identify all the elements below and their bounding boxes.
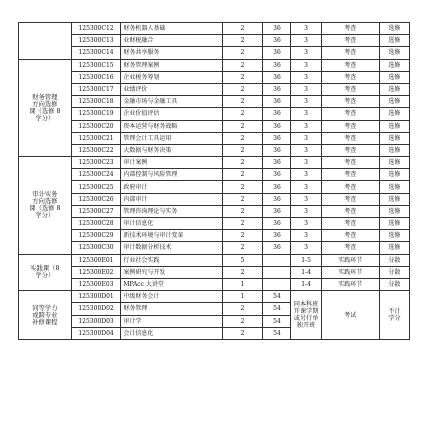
course-type: 选修 bbox=[379, 144, 409, 156]
course-assessment: 考查 bbox=[321, 157, 379, 169]
table-row bbox=[19, 59, 410, 71]
text-line: 开课学期 bbox=[293, 308, 319, 315]
course-hours: 54 bbox=[263, 327, 291, 339]
course-assessment: 考试 bbox=[321, 291, 379, 340]
course-assessment: 考查 bbox=[321, 108, 379, 120]
course-name: 财务机器人基础 bbox=[121, 23, 222, 35]
course-table-body bbox=[19, 23, 410, 340]
course-hours: 54 bbox=[263, 315, 291, 327]
course-semester: 3 bbox=[291, 108, 321, 120]
course-semester: 3 bbox=[291, 181, 321, 193]
course-credits: 2 bbox=[222, 157, 263, 169]
course-credits: 2 bbox=[222, 327, 263, 339]
group-label-cell bbox=[19, 254, 72, 291]
table-row bbox=[19, 71, 410, 83]
course-name: 企业价值评估 bbox=[121, 108, 222, 120]
course-assessment: 考查 bbox=[321, 120, 379, 132]
course-code: 125300C26 bbox=[71, 193, 121, 205]
course-code: 125300E03 bbox=[71, 278, 121, 290]
table-row bbox=[19, 23, 410, 35]
course-type: 选修 bbox=[379, 96, 409, 108]
course-assessment: 实践环节 bbox=[321, 278, 379, 290]
course-assessment: 考查 bbox=[321, 83, 379, 95]
course-name: 大数据与财务决策 bbox=[121, 144, 222, 156]
course-code: 125300D03 bbox=[71, 315, 121, 327]
course-semester: 3 bbox=[291, 169, 321, 181]
table-row bbox=[19, 108, 410, 120]
course-assessment: 考查 bbox=[321, 218, 379, 230]
course-hours: 36 bbox=[263, 169, 291, 181]
text-line: 或跨专业 bbox=[32, 311, 58, 319]
course-credits: 2 bbox=[222, 303, 263, 315]
course-credits: 2 bbox=[222, 47, 263, 59]
course-credits: 2 bbox=[222, 132, 263, 144]
course-credits: 2 bbox=[222, 193, 263, 205]
course-hours: 36 bbox=[263, 181, 291, 193]
course-code: 125300C12 bbox=[71, 23, 121, 35]
course-name: 管理咨询理论与实务 bbox=[121, 205, 222, 217]
course-credits: 2 bbox=[222, 315, 263, 327]
course-type: 选修 bbox=[379, 230, 409, 242]
course-name: 会计信息化 bbox=[121, 327, 222, 339]
course-code: 125300C20 bbox=[71, 120, 121, 132]
course-hours: 36 bbox=[263, 218, 291, 230]
course-code: 125300E01 bbox=[71, 254, 121, 266]
course-assessment: 考查 bbox=[321, 193, 379, 205]
course-hours bbox=[263, 254, 291, 266]
course-assessment: 实践环节 bbox=[321, 254, 379, 266]
table-row bbox=[19, 83, 410, 95]
course-hours: 36 bbox=[263, 71, 291, 83]
course-credits: 2 bbox=[222, 205, 263, 217]
text-line: 同本科班 bbox=[293, 301, 319, 308]
course-credits: 2 bbox=[222, 23, 263, 35]
course-name: 企业税务筹划 bbox=[121, 71, 222, 83]
table-row bbox=[19, 157, 410, 169]
course-name: 财务管理 bbox=[121, 303, 222, 315]
course-name: 资本运营与财务战略 bbox=[121, 120, 222, 132]
course-credits: 2 bbox=[222, 144, 263, 156]
course-assessment: 考查 bbox=[321, 23, 379, 35]
course-name: 行业社会实践 bbox=[121, 254, 222, 266]
course-name: 审计案例 bbox=[121, 157, 222, 169]
course-credits: 5 bbox=[222, 254, 263, 266]
course-hours: 36 bbox=[263, 35, 291, 47]
course-credits: 2 bbox=[222, 71, 263, 83]
text-line: 审计实务 bbox=[32, 191, 58, 199]
course-semester: 1-4 bbox=[291, 266, 321, 278]
course-name: 审计数据分析技术 bbox=[121, 242, 222, 254]
course-semester: 3 bbox=[291, 47, 321, 59]
course-hours: 36 bbox=[263, 157, 291, 169]
course-type: 选修 bbox=[379, 132, 409, 144]
course-name: 中级财务会计 bbox=[121, 291, 222, 303]
course-code: 125300C29 bbox=[71, 230, 121, 242]
course-name: 业绩评价 bbox=[121, 83, 222, 95]
table-row bbox=[19, 254, 410, 266]
course-semester: 3 bbox=[291, 96, 321, 108]
text-line: 补修课程 bbox=[32, 318, 58, 326]
course-type: 选修 bbox=[379, 169, 409, 181]
course-semester: 1-5 bbox=[291, 254, 321, 266]
course-type: 选修 bbox=[379, 242, 409, 254]
course-credits: 2 bbox=[222, 242, 263, 254]
course-credits: 2 bbox=[222, 120, 263, 132]
course-code: 125300C23 bbox=[71, 157, 121, 169]
course-assessment: 考查 bbox=[321, 71, 379, 83]
course-name: 新技术环境与审计变革 bbox=[121, 230, 222, 242]
course-hours: 36 bbox=[263, 83, 291, 95]
course-hours: 54 bbox=[263, 303, 291, 315]
course-semester: 3 bbox=[291, 205, 321, 217]
course-name: 财务共享服务 bbox=[121, 47, 222, 59]
course-name: MPAcc 大讲堂 bbox=[121, 278, 222, 290]
course-type: 选修 bbox=[379, 108, 409, 120]
course-assessment: 考查 bbox=[321, 132, 379, 144]
course-code: 125300C24 bbox=[71, 169, 121, 181]
course-hours: 36 bbox=[263, 47, 291, 59]
course-assessment: 考查 bbox=[321, 230, 379, 242]
course-type: 选修 bbox=[379, 47, 409, 59]
course-type: 选修 bbox=[379, 83, 409, 95]
course-assessment: 考查 bbox=[321, 181, 379, 193]
text-line: 学分） bbox=[35, 212, 55, 220]
table-row bbox=[19, 230, 410, 242]
course-type: 选修 bbox=[379, 157, 409, 169]
table-row bbox=[19, 278, 410, 290]
group-label-cell bbox=[19, 59, 72, 157]
course-hours: 36 bbox=[263, 193, 291, 205]
course-code: 125300D01 bbox=[71, 291, 121, 303]
course-code: 125300C25 bbox=[71, 181, 121, 193]
course-hours bbox=[263, 278, 291, 290]
table-row bbox=[19, 181, 410, 193]
course-code: 125300C14 bbox=[71, 47, 121, 59]
course-type: 选修 bbox=[379, 35, 409, 47]
text-line: 不计 bbox=[388, 308, 401, 315]
course-name: 政府审计 bbox=[121, 181, 222, 193]
group-label-cell bbox=[19, 23, 72, 60]
course-semester: 3 bbox=[291, 193, 321, 205]
table-row bbox=[19, 132, 410, 144]
course-name: 财务管理案例 bbox=[121, 59, 222, 71]
course-type: 分散 bbox=[379, 278, 409, 290]
course-code: 125300C19 bbox=[71, 108, 121, 120]
course-type bbox=[379, 291, 409, 340]
course-table-wrapper bbox=[18, 22, 410, 340]
course-assessment: 考查 bbox=[321, 169, 379, 181]
course-type: 选修 bbox=[379, 181, 409, 193]
course-credits: 2 bbox=[222, 96, 263, 108]
course-semester: 3 bbox=[291, 132, 321, 144]
course-assessment: 考查 bbox=[321, 96, 379, 108]
course-code: 125300C18 bbox=[71, 96, 121, 108]
course-type: 选修 bbox=[379, 193, 409, 205]
course-semester: 3 bbox=[291, 230, 321, 242]
text-line: 课（选修 8 bbox=[29, 107, 61, 115]
text-line: 方向选修 bbox=[32, 100, 58, 108]
table-row bbox=[19, 47, 410, 59]
group-label-cell bbox=[19, 291, 72, 340]
course-name: 审计信息化 bbox=[121, 218, 222, 230]
course-credits: 2 bbox=[222, 59, 263, 71]
course-semester: 3 bbox=[291, 242, 321, 254]
course-semester: 1-4 bbox=[291, 278, 321, 290]
course-assessment: 考查 bbox=[321, 47, 379, 59]
course-type: 选修 bbox=[379, 59, 409, 71]
course-name: 内部审计 bbox=[121, 193, 222, 205]
course-assessment: 考查 bbox=[321, 144, 379, 156]
course-type: 选修 bbox=[379, 205, 409, 217]
course-code: 125300C17 bbox=[71, 83, 121, 95]
group-label-cell bbox=[19, 157, 72, 255]
table-row bbox=[19, 242, 410, 254]
course-name: 案例研究与开发 bbox=[121, 266, 222, 278]
course-credits: 2 bbox=[222, 181, 263, 193]
course-hours: 36 bbox=[263, 120, 291, 132]
course-type: 选修 bbox=[379, 71, 409, 83]
course-semester: 3 bbox=[291, 23, 321, 35]
course-assessment: 实践环节 bbox=[321, 266, 379, 278]
text-line: 学分） bbox=[35, 114, 55, 122]
course-credits: 2 bbox=[222, 218, 263, 230]
course-assessment: 考查 bbox=[321, 242, 379, 254]
text-line: 同等学力 bbox=[32, 304, 58, 312]
course-code: 125300E02 bbox=[71, 266, 121, 278]
course-hours: 36 bbox=[263, 230, 291, 242]
course-type: 选修 bbox=[379, 120, 409, 132]
course-code: 125300C30 bbox=[71, 242, 121, 254]
table-row bbox=[19, 96, 410, 108]
table-row bbox=[19, 169, 410, 181]
course-name: 管理会计工具运用 bbox=[121, 132, 222, 144]
course-hours: 36 bbox=[263, 59, 291, 71]
course-name: 业财税融合 bbox=[121, 35, 222, 47]
course-code: 125300C16 bbox=[71, 71, 121, 83]
table-row bbox=[19, 266, 410, 278]
text-line: 财务管理 bbox=[32, 93, 58, 101]
course-hours: 36 bbox=[263, 144, 291, 156]
course-credits: 2 bbox=[222, 169, 263, 181]
course-credits: 2 bbox=[222, 35, 263, 47]
table-row bbox=[19, 291, 410, 303]
table-row bbox=[19, 35, 410, 47]
course-hours: 36 bbox=[263, 242, 291, 254]
course-code: 125300D04 bbox=[71, 327, 121, 339]
course-semester: 3 bbox=[291, 35, 321, 47]
course-hours: 36 bbox=[263, 108, 291, 120]
course-code: 125300C28 bbox=[71, 218, 121, 230]
course-semester-note bbox=[291, 291, 321, 340]
course-type: 选修 bbox=[379, 23, 409, 35]
course-code: 125300C13 bbox=[71, 35, 121, 47]
course-code: 125300C22 bbox=[71, 144, 121, 156]
course-semester: 3 bbox=[291, 144, 321, 156]
course-credits: 1 bbox=[222, 291, 263, 303]
course-assessment: 考查 bbox=[321, 205, 379, 217]
course-name: 金融市场与金融工具 bbox=[121, 96, 222, 108]
course-credits: 1 bbox=[222, 278, 263, 290]
course-code: 125300C27 bbox=[71, 205, 121, 217]
course-assessment: 考查 bbox=[321, 35, 379, 47]
course-semester: 3 bbox=[291, 83, 321, 95]
text-line: 方向选修 bbox=[32, 198, 58, 206]
course-hours: 36 bbox=[263, 96, 291, 108]
text-line: 或另行单 bbox=[293, 315, 319, 322]
table-row bbox=[19, 205, 410, 217]
course-assessment: 考查 bbox=[321, 59, 379, 71]
course-name: 审计学 bbox=[121, 315, 222, 327]
text-line: 学分） bbox=[35, 272, 55, 280]
table-row bbox=[19, 144, 410, 156]
course-code: 125300D02 bbox=[71, 303, 121, 315]
course-code: 125300C21 bbox=[71, 132, 121, 144]
course-semester: 3 bbox=[291, 71, 321, 83]
course-credits: 2 bbox=[222, 230, 263, 242]
course-semester: 3 bbox=[291, 59, 321, 71]
text-line: 实践课（8 bbox=[30, 265, 60, 273]
table-row bbox=[19, 218, 410, 230]
course-hours: 36 bbox=[263, 23, 291, 35]
course-semester: 3 bbox=[291, 157, 321, 169]
course-credits: 2 bbox=[222, 266, 263, 278]
course-name: 内部控制与风险管理 bbox=[121, 169, 222, 181]
course-semester: 3 bbox=[291, 120, 321, 132]
course-type: 分散 bbox=[379, 254, 409, 266]
text-line: 独开班 bbox=[296, 322, 316, 329]
table-row bbox=[19, 193, 410, 205]
course-credits: 2 bbox=[222, 108, 263, 120]
text-line: 学分 bbox=[388, 315, 401, 322]
course-type: 分散 bbox=[379, 266, 409, 278]
course-hours: 36 bbox=[263, 205, 291, 217]
course-type: 选修 bbox=[379, 218, 409, 230]
course-table bbox=[18, 22, 410, 340]
course-semester: 3 bbox=[291, 218, 321, 230]
course-credits: 2 bbox=[222, 83, 263, 95]
course-hours: 36 bbox=[263, 132, 291, 144]
table-row bbox=[19, 120, 410, 132]
course-code: 125300C15 bbox=[71, 59, 121, 71]
course-hours: 54 bbox=[263, 291, 291, 303]
text-line: 课（选修 8 bbox=[29, 205, 61, 213]
course-hours bbox=[263, 266, 291, 278]
